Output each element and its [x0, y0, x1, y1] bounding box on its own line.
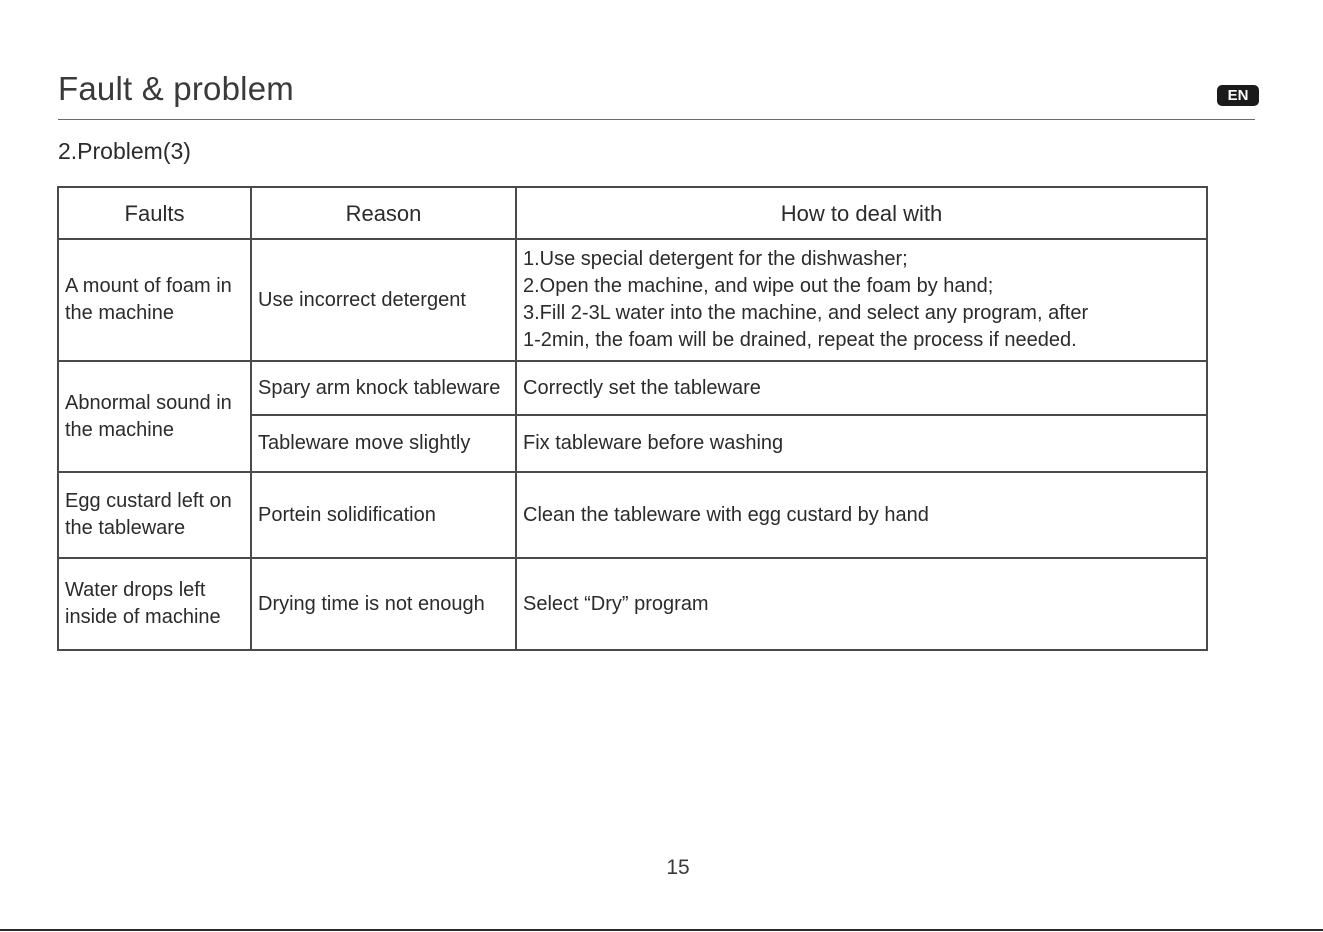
fault-table [57, 186, 1208, 651]
solution-cell: Clean the tableware with egg custard by hand [516, 472, 1207, 558]
solution-step: 1-2min, the foam will be drained, repeat the process if needed. [523, 329, 1077, 351]
reason-cell: Portein solidification [251, 472, 516, 558]
fault-cell: Water drops left inside of machine [58, 558, 251, 650]
column-header-how: How to deal with [516, 187, 1207, 239]
table-row [58, 239, 1207, 361]
table-header-row [58, 187, 1207, 239]
column-header-reason: Reason [251, 187, 516, 239]
solution-cell: Select “Dry” program [516, 558, 1207, 650]
reason-cell: Tableware move slightly [251, 415, 516, 472]
fault-table-container [57, 186, 1206, 651]
solution-cell: Fix tableware before washing [516, 415, 1207, 472]
reason-cell: Use incorrect detergent [251, 239, 516, 361]
bottom-border-line [0, 929, 1323, 931]
language-badge: EN [1217, 85, 1259, 106]
column-header-faults: Faults [58, 187, 251, 239]
solution-steps [523, 246, 1200, 354]
page-title: Fault & problem [58, 70, 294, 107]
fault-cell: Abnormal sound in the machine [58, 361, 251, 472]
section-subtitle: 2.Problem(3) [58, 138, 191, 164]
fault-cell: Egg custard left on the tableware [58, 472, 251, 558]
title-divider [58, 119, 1255, 120]
solution-cell [516, 239, 1207, 361]
solution-step: 2.Open the machine, and wipe out the foam by hand; [523, 275, 994, 297]
solution-step: 3.Fill 2-3L water into the machine, and select any program, after [523, 302, 1089, 324]
table-row [58, 558, 1207, 650]
reason-cell: Drying time is not enough [251, 558, 516, 650]
fault-cell: A mount of foam in the machine [58, 239, 251, 361]
reason-cell: Spary arm knock tableware [251, 361, 516, 415]
solution-cell: Correctly set the tableware [516, 361, 1207, 415]
solution-step: 1.Use special detergent for the dishwasher; [523, 248, 908, 270]
table-row [58, 472, 1207, 558]
page-number: 15 [666, 856, 690, 879]
table-row [58, 361, 1207, 415]
